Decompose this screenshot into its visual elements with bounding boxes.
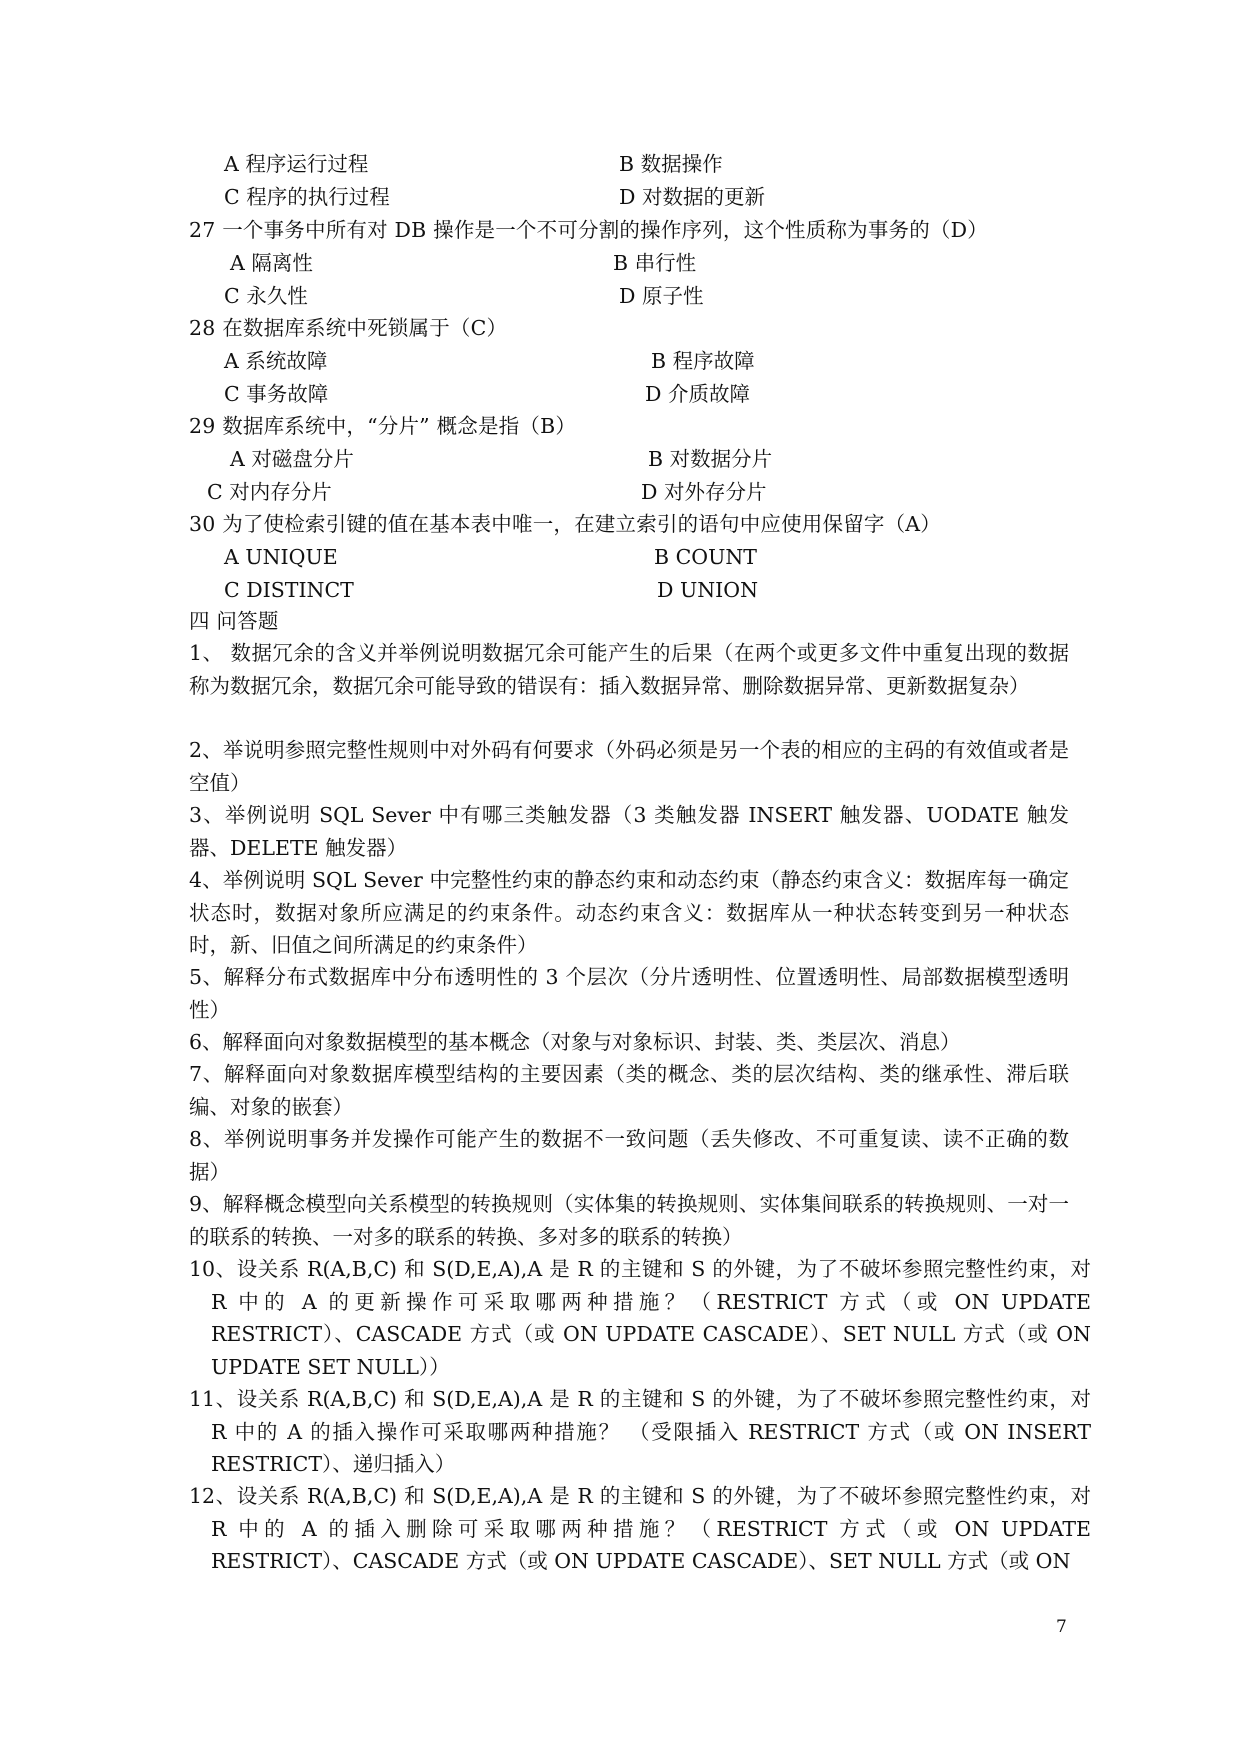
- option-d-26: D 对数据的更新: [619, 185, 765, 209]
- option-c-27: C 永久性: [224, 284, 308, 308]
- option-a-30: A UNIQUE: [224, 545, 338, 569]
- option-b-30: B COUNT: [654, 545, 757, 569]
- option-d-29: D 对外存分片: [641, 480, 767, 504]
- question-30: 30 为了使检索引键的值在基本表中唯一，在建立索引的语句中应使用保留字（A）: [189, 512, 942, 536]
- qa-item-10: 10、设关系 R(A,B,C) 和 S(D,E,A),A 是 R 的主键和 S 的外键，为了不破坏参照完整性约束，对 R 中的 A 的更新操作可采取哪两种措施？（RESTRICT 方式（或 ON UPDATE RESTRICT）、CASCADE 方式（或 ON UPDATE CASCADE）、SET NULL 方式（或 ON UPDATE SET NULL））: [189, 1257, 1091, 1379]
- qa-item-4: 4、举例说明 SQL Sever 中完整性约束的静态约束和动态约束（静态约束含义：数据库每一确定状态时，数据对象所应满足的约束条件。动态约束含义：数据库从一种状态转变到另一种状态时，新、旧值之间所满足的约束条件）: [189, 868, 1069, 957]
- question-28: 28 在数据库系统中死锁属于（C）: [189, 316, 508, 340]
- qa-item-8: 8、举例说明事务并发操作可能产生的数据不一致问题（丢失修改、不可重复读、读不正确的数据）: [189, 1127, 1069, 1184]
- qa-item-6: 6、解释面向对象数据模型的基本概念（对象与对象标识、封装、类、类层次、消息）: [189, 1030, 961, 1054]
- question-29: 29 数据库系统中，“分片” 概念是指（B）: [189, 414, 577, 438]
- qa-item-3: 3、举例说明 SQL Sever 中有哪三类触发器（3 类触发器 INSERT 触发器、UODATE 触发器、DELETE 触发器）: [189, 803, 1069, 860]
- option-b-26: B 数据操作: [619, 152, 723, 176]
- option-c-29: C 对内存分片: [207, 480, 332, 504]
- qa-item-12: 12、设关系 R(A,B,C) 和 S(D,E,A),A 是 R 的主键和 S 的外键，为了不破坏参照完整性约束，对 R 中的 A 的插入删除可采取哪两种措施？（RESTRICT 方式（或 ON UPDATE RESTRICT）、CASCADE 方式（或 ON UPDATE CASCADE）、SET NULL 方式（或 ON: [189, 1484, 1091, 1573]
- option-b-29: B 对数据分片: [648, 447, 773, 471]
- option-a-27: A 隔离性: [230, 251, 313, 275]
- option-b-28: B 程序故障: [651, 349, 755, 373]
- qa-item-9: 9、解释概念模型向关系模型的转换规则（实体集的转换规则、实体集间联系的转换规则、一对一的联系的转换、一对多的联系的转换、多对多的联系的转换）: [189, 1192, 1069, 1249]
- option-a-29: A 对磁盘分片: [230, 447, 354, 471]
- option-d-28: D 介质故障: [645, 382, 750, 406]
- option-c-28: C 事务故障: [224, 382, 329, 406]
- qa-item-11: 11、设关系 R(A,B,C) 和 S(D,E,A),A 是 R 的主键和 S 的外键，为了不破坏参照完整性约束，对 R 中的 A 的插入操作可采取哪两种措施？ （受限插入 RESTRICT 方式（或 ON INSERT RESTRICT）、递归插入）: [189, 1387, 1091, 1476]
- page-number: 7: [1056, 1617, 1067, 1637]
- option-a-28: A 系统故障: [224, 349, 328, 373]
- option-d-30: D UNION: [657, 578, 759, 602]
- qa-item-2: 2、举说明参照完整性规则中对外码有何要求（外码必须是另一个表的相应的主码的有效值或者是空值）: [189, 738, 1069, 795]
- qa-item-7: 7、解释面向对象数据库模型结构的主要因素（类的概念、类的层次结构、类的继承性、滞后联编、对象的嵌套）: [189, 1062, 1069, 1119]
- option-c-26: C 程序的执行过程: [224, 185, 390, 209]
- qa-item-1: 1、 数据冗余的含义并举例说明数据冗余可能产生的后果（在两个或更多文件中重复出现的数据称为数据冗余，数据冗余可能导致的错误有：插入数据异常、删除数据异常、更新数据复杂）: [189, 641, 1069, 698]
- option-c-30: C DISTINCT: [224, 578, 354, 602]
- question-27: 27 一个事务中所有对 DB 操作是一个不可分割的操作序列，这个性质称为事务的（D）: [189, 218, 988, 242]
- option-a-26: A 程序运行过程: [224, 152, 369, 176]
- section-title: 四 问答题: [189, 609, 279, 633]
- qa-item-5: 5、解释分布式数据库中分布透明性的 3 个层次（分片透明性、位置透明性、局部数据模型透明性）: [189, 965, 1069, 1022]
- option-d-27: D 原子性: [619, 284, 704, 308]
- option-b-27: B 串行性: [613, 251, 697, 275]
